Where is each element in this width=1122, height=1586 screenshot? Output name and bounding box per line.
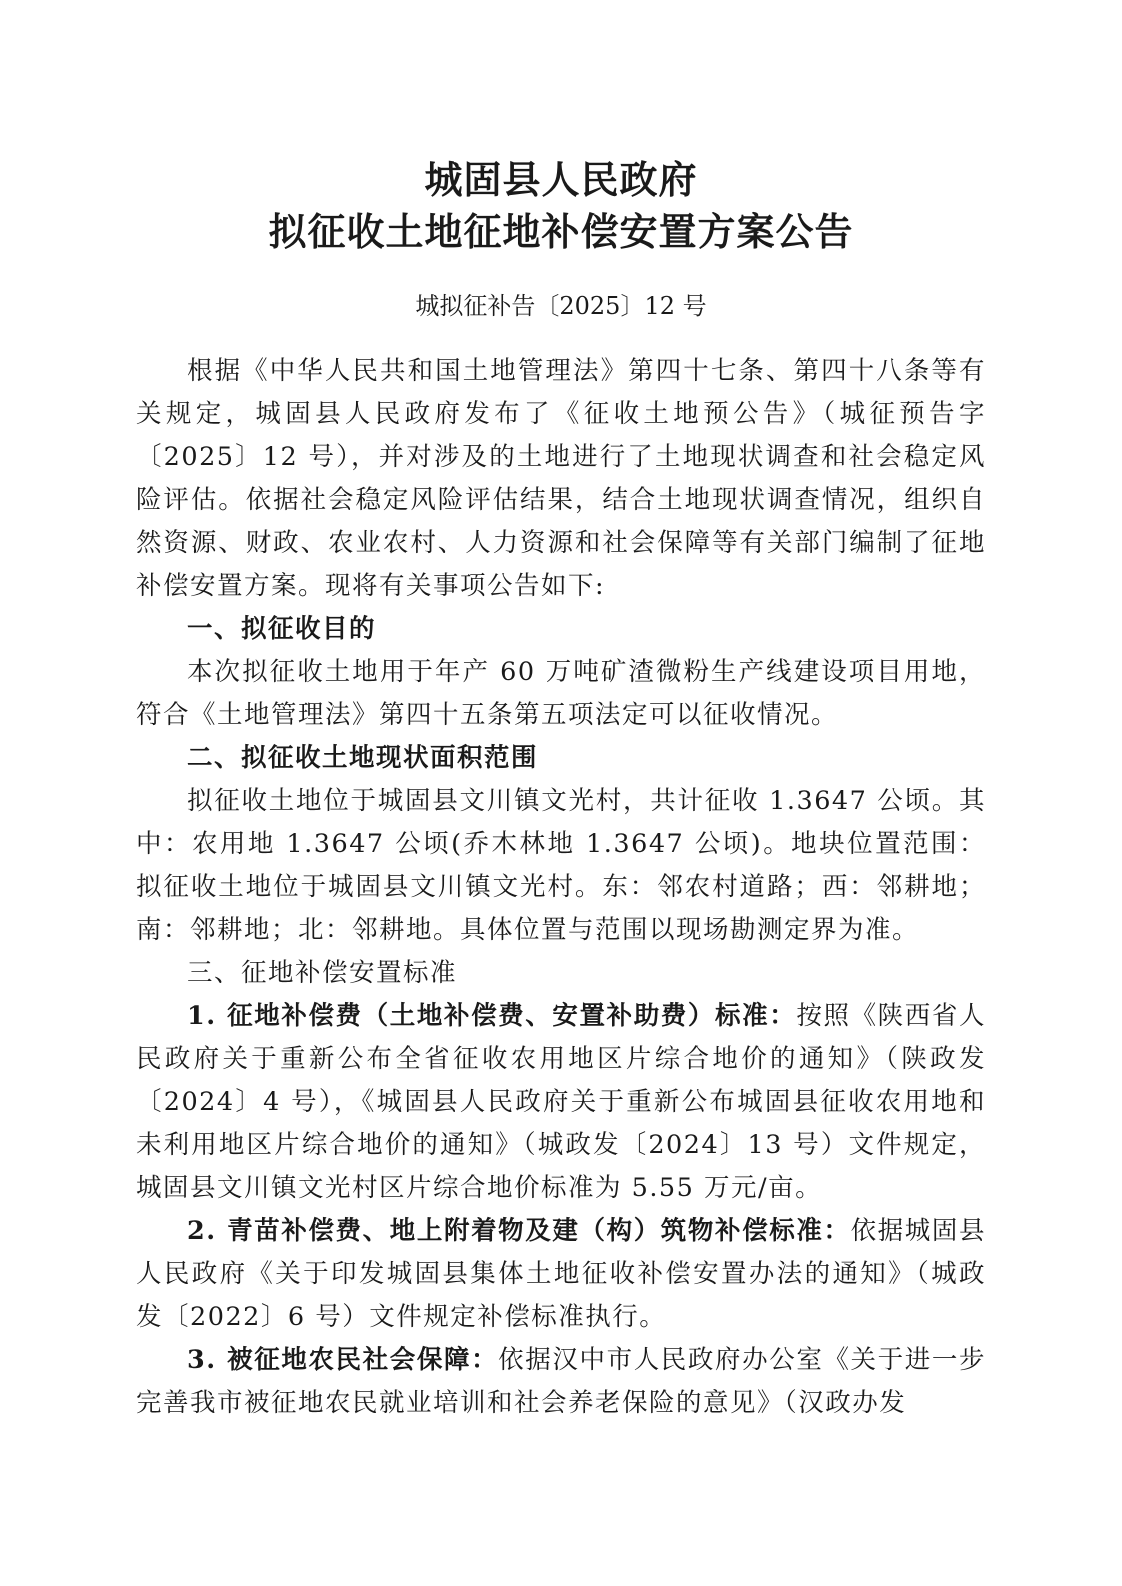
section-3-item-2 [136,1210,986,1339]
section-3-heading: 三、征地补偿安置标准 [187,958,458,988]
document-body [136,350,986,1425]
section-2-heading: 二、拟征收土地现状面积范围 [187,743,539,773]
document-title-line-2: 拟征收土地征地补偿安置方案公告 [268,209,854,254]
document-title-line-1: 城固县人民政府 [424,157,698,202]
item-3-lead: 3. 被征地农民社会保障： [187,1345,499,1375]
item-3-text: 依据汉中市人民政府办公室《关于进一步完善我市被征地农民就业培训和社会养老保险的意见》（汉政办发 [136,1345,986,1418]
intro-paragraph: 根据《中华人民共和国土地管理法》第四十七条、第四十八条等有关规定，城固县人民政府发布了《征收土地预公告》（城征预告字〔2025〕12 号），并对涉及的土地进行了土地现状调查和社会稳定风险评估。依据社会稳定风险评估结果，结合土地现状调查情况，组织自然资源、财政、农业农村、人力资源和社会保障等有关部门编制了征地补偿安置方案。现将有关事项公告如下: [136,356,986,601]
section-3-item-3 [136,1339,986,1425]
item-1-text: 按照《陕西省人民政府关于重新公布全省征收农用地区片综合地价的通知》（陕政发〔2024〕4 号），《城固县人民政府关于重新公布城固县征收农用地和未利用地区片综合地价的通知》（城政发〔2024〕13 号）文件规定，城固县文川镇文光村区片综合地价标准为 5.55 万元/亩。 [136,1001,986,1203]
section-1-text: 本次拟征收土地用于年产 60 万吨矿渣微粉生产线建设项目用地，符合《土地管理法》第四十五条第五项法定可以征收情况。 [136,657,986,730]
item-2-text: 依据城固县人民政府《关于印发城固县集体土地征收补偿安置办法的通知》（城政发〔2022〕6 号）文件规定补偿标准执行。 [136,1216,986,1332]
item-2-lead: 2. 青苗补偿费、地上附着物及建（构）筑物补偿标准： [187,1216,851,1246]
item-1-lead: 1. 征地补偿费（土地补偿费、安置补助费）标准： [187,1001,797,1031]
section-3-item-1 [136,995,986,1210]
section-1-heading: 一、拟征收目的 [187,614,377,644]
document-number: 城拟征补告〔2025〕12 号 [415,292,707,320]
section-2-text: 拟征收土地位于城固县文川镇文光村，共计征收 1.3647 公顷。其中：农用地 1.3647 公顷(乔木林地 1.3647 公顷)。地块位置范围：拟征收土地位于城固县文川镇文光村。东：邻农村道路；西：邻耕地；南：邻耕地；北：邻耕地。具体位置与范围以现场勘测定界为准。 [136,786,986,945]
